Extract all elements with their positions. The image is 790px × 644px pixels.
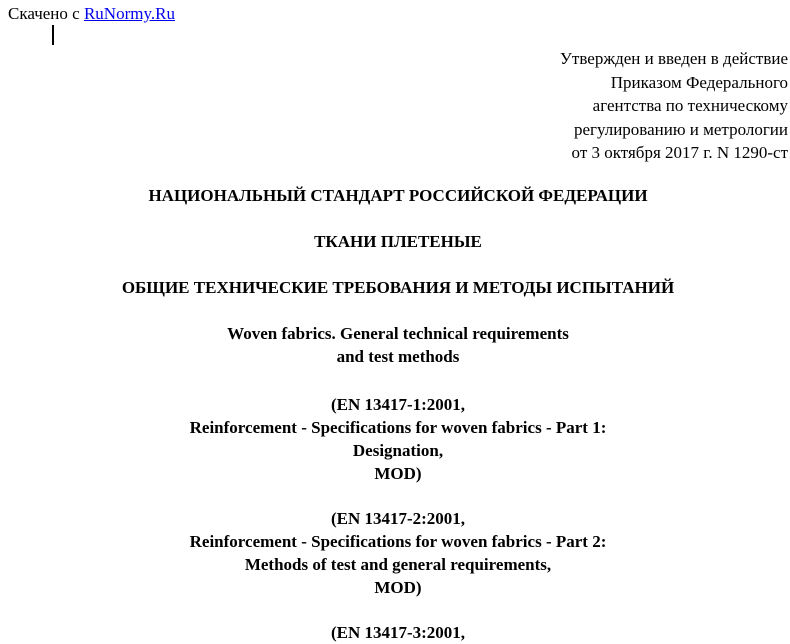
reference-line: (EN 13417-2:2001, <box>330 509 466 528</box>
approval-line: Утвержден и введен в действие <box>559 49 788 68</box>
approval-block <box>560 47 788 165</box>
standard-title: НАЦИОНАЛЬНЫЙ СТАНДАРТ РОССИЙСКОЙ ФЕДЕРАЦИИ <box>148 186 648 205</box>
standard-subtitle: ТКАНИ ПЛЕТЕНЫЕ <box>314 232 482 251</box>
reference-standard-3 <box>0 621 790 644</box>
download-note-prefix: Скачено с <box>8 4 84 23</box>
approval-line: Приказом Федерального <box>610 72 788 92</box>
reference-line: Reinforcement - Specifications for woven fabrics - Part 2: <box>189 532 607 551</box>
reference-line: MOD) <box>374 578 422 597</box>
reference-line: (EN 13417-1:2001, <box>330 395 466 414</box>
reference-line: (EN 13417-3:2001, <box>330 623 466 642</box>
english-title <box>0 322 790 368</box>
reference-line: Designation, <box>352 441 444 460</box>
runormy-link[interactable]: RuNormy.Ru <box>83 4 175 23</box>
text-cursor <box>52 25 54 45</box>
approval-line: регулированию и метрологии <box>573 119 788 139</box>
approval-line: от 3 октября 2017 г. N 1290-ст <box>571 143 788 162</box>
reference-line: Reinforcement - Specifications for woven fabrics - Part 1: <box>189 418 607 437</box>
approval-line: агентства по техническому <box>592 96 788 115</box>
reference-line: MOD) <box>374 464 422 483</box>
reference-line: Methods of test and general requirements, <box>244 555 552 574</box>
standard-description: ОБЩИЕ ТЕХНИЧЕСКИЕ ТРЕБОВАНИЯ И МЕТОДЫ ИСПЫТАНИЙ <box>121 278 675 297</box>
reference-standard-2 <box>0 507 790 599</box>
reference-standard-1 <box>0 393 790 485</box>
english-title-line: Woven fabrics. General technical requirements <box>227 324 569 343</box>
download-note <box>8 4 175 24</box>
english-title-line: and test methods <box>336 347 460 366</box>
